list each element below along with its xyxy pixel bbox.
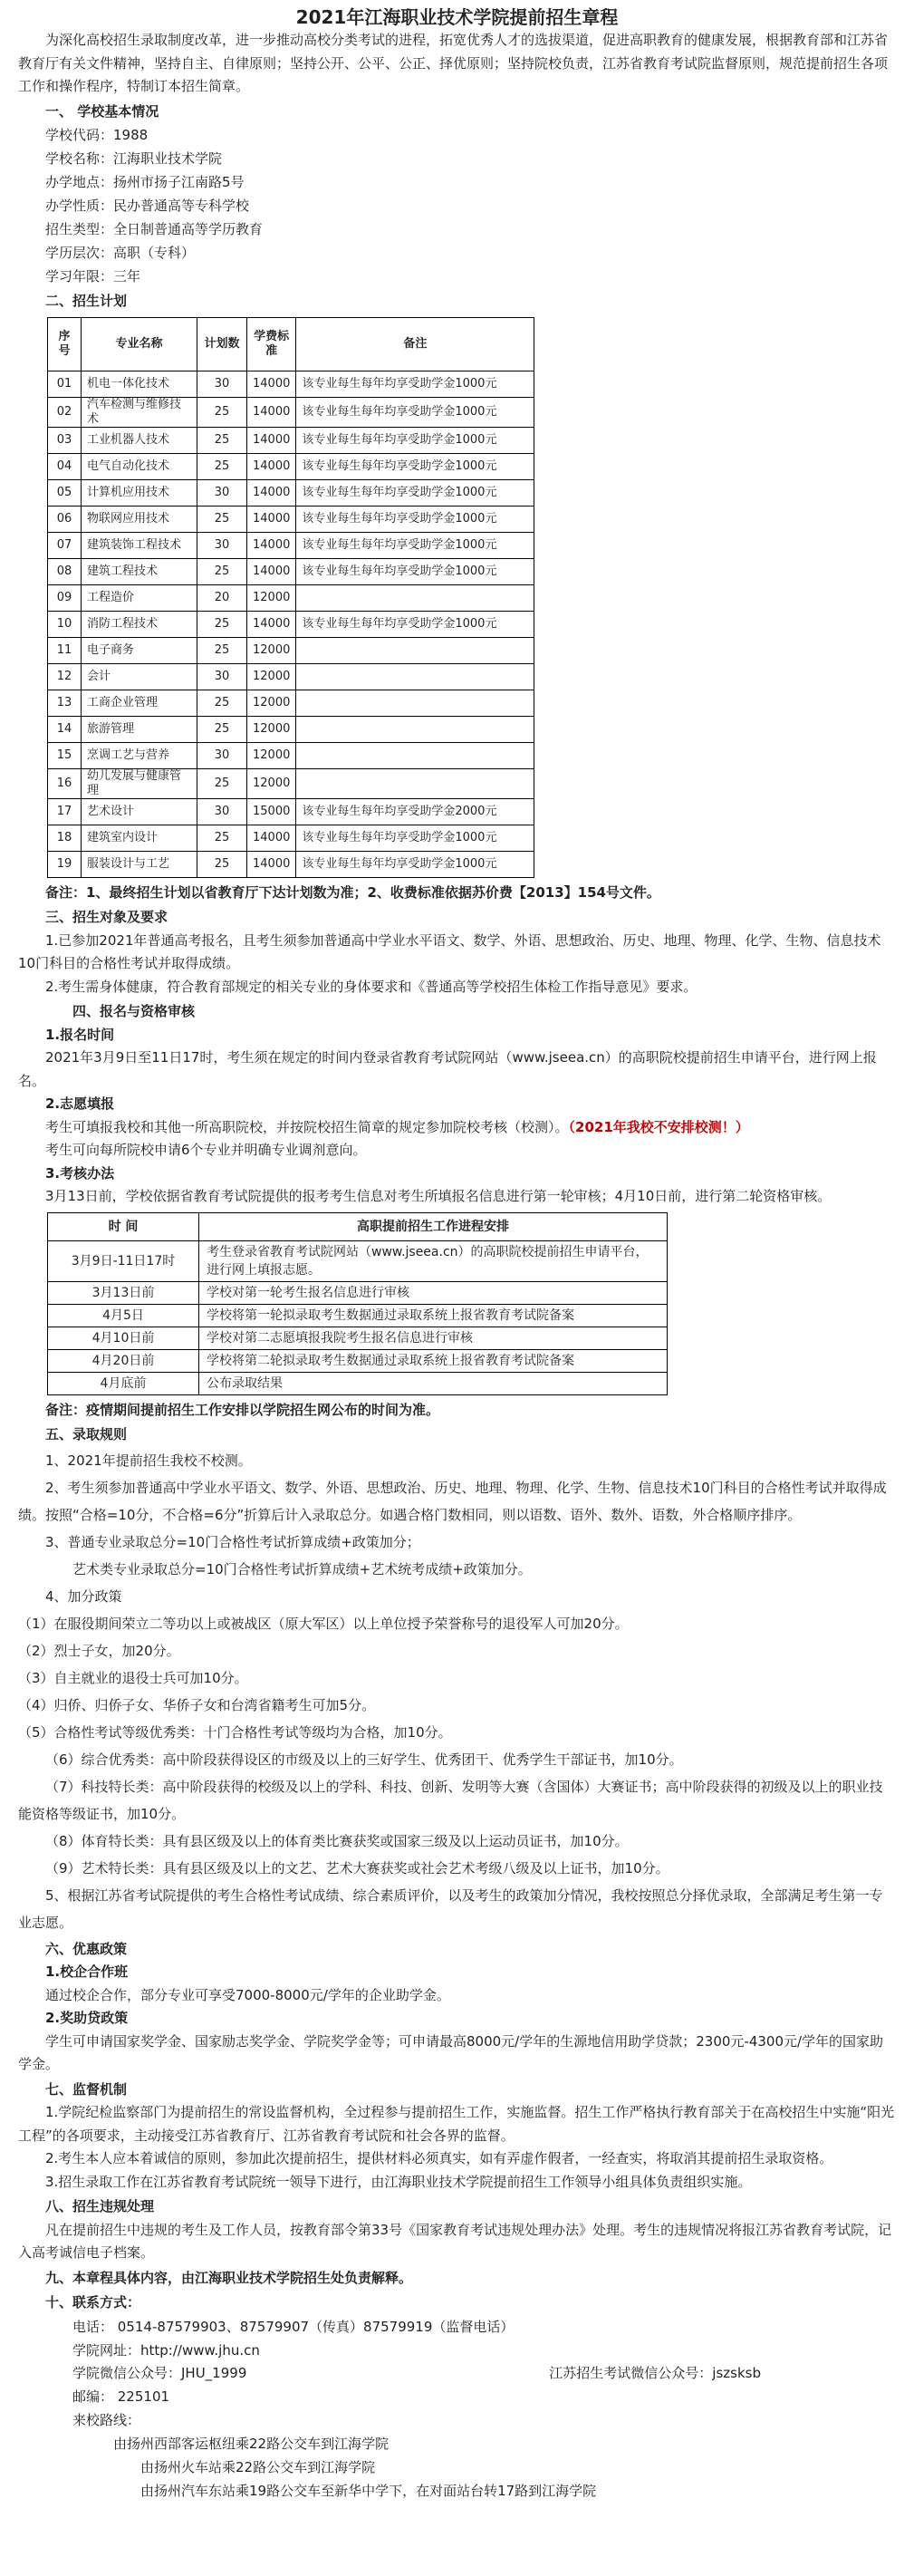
- rule-item: （9）艺术特长类：具有县区级及以上的文艺、艺术大赛获奖或社会艺术考级八级及以上证书，加10分。: [45, 1859, 669, 1877]
- subsection-heading: 1.报名时间: [45, 1026, 115, 1043]
- cell-major: 建筑室内设计: [82, 825, 197, 851]
- header-cell: 序号: [48, 317, 82, 371]
- cell-fee: 14000: [247, 825, 296, 851]
- cell-count: 30: [197, 371, 247, 397]
- table-row: [48, 427, 534, 453]
- table-row: [48, 1281, 668, 1304]
- cell-time: 4月20日前: [48, 1349, 199, 1372]
- header-cell: 计划数: [197, 317, 247, 371]
- table-row: [48, 1372, 668, 1394]
- cell-seq: 05: [48, 479, 82, 506]
- info-line: 学历层次：高职（专科）: [45, 245, 196, 261]
- cell-remark: 该专业每生每年均享受助学金2000元: [296, 798, 534, 825]
- cell-fee: 14000: [247, 453, 296, 479]
- cell-major: 电气自动化技术: [82, 453, 197, 479]
- cell-count: 30: [197, 479, 247, 506]
- cell-count: 25: [197, 851, 247, 877]
- table-row: [48, 716, 534, 742]
- plan-note: 备注：1、最终招生计划以省教育厅下达计划数为准；2、收费标准依据苏价费【2013】154号文件。: [45, 883, 660, 901]
- cell-seq: 10: [48, 611, 82, 637]
- contact-postcode: 邮编： 225101: [72, 2388, 170, 2405]
- table-row: [48, 663, 534, 690]
- admission-rules-list: [18, 1447, 896, 1936]
- cell-fee: 14000: [247, 532, 296, 558]
- cell-major: 电子商务: [82, 637, 197, 663]
- cell-remark: [296, 742, 534, 768]
- route-item: 由扬州汽车东站乘19路公交车至新华中学下，在对面站台转17路到江海学院: [140, 2483, 597, 2499]
- cell-remark: 该专业每生每年均享受助学金1000元: [296, 558, 534, 584]
- table-row: [48, 1349, 668, 1372]
- table-row: [48, 371, 534, 397]
- contact-wechat-exam: 江苏招生考试微信公众号：jszsksb: [549, 2364, 761, 2381]
- table-row: [48, 453, 534, 479]
- cell-count: 25: [197, 558, 247, 584]
- cell-fee: 12000: [247, 584, 296, 611]
- violation-text: 凡在提前招生中违规的考生及工作人员，按教育部令第33号《国家教育考试违规处理办法》处理。考生的违规情况将报江苏省教育考试院，记入高考诚信电子档案。: [18, 2221, 892, 2261]
- cell-count: 25: [197, 690, 247, 716]
- rule-item: （8）体育特长类：具有县区级及以上的体育类比赛获奖或国家三级及以上运动员证书，加10分。: [45, 1832, 629, 1849]
- cell-count: 20: [197, 584, 247, 611]
- cell-fee: 14000: [247, 558, 296, 584]
- supervision-item: 2.考生本人应本着诚信的原则，参加此次提前招生，提供材料必须真实，如有弄虚作假者，一经查实，将取消其提前招生录取资格。: [45, 2150, 833, 2166]
- cell-seq: 17: [48, 798, 82, 825]
- cell-remark: [296, 584, 534, 611]
- cell-major: 消防工程技术: [82, 611, 197, 637]
- cell-count: 25: [197, 611, 247, 637]
- info-line: 招生类型：全日制普通高等学历教育: [45, 221, 264, 237]
- cell-major: 服装设计与工艺: [82, 851, 197, 877]
- route-item: 由扬州西部客运枢纽乘22路公交车到江海学院: [113, 2436, 390, 2452]
- cell-fee: 14000: [247, 479, 296, 506]
- cell-seq: 06: [48, 506, 82, 532]
- cell-event: 学校对第二志愿填报我院考生报名信息进行审核: [199, 1327, 668, 1349]
- header-cell: 高职提前招生工作进程安排: [199, 1212, 668, 1240]
- rule-item: 4、加分政策: [45, 1587, 122, 1605]
- cell-major: 会计: [82, 663, 197, 690]
- cell-time: 4月5日: [48, 1304, 199, 1327]
- cell-seq: 08: [48, 558, 82, 584]
- section-6-heading: 六、优惠政策: [45, 1940, 128, 1957]
- table-row: [48, 506, 534, 532]
- cell-seq: 11: [48, 637, 82, 663]
- cell-seq: 13: [48, 690, 82, 716]
- requirement-item: 1.已参加2021年普通高考报名，且考生须参加普通高中学业水平语文、数学、外语、思想政治、历史、地理、物理、化学、生物、信息技术10门科目的合格性考试并取得成绩。: [18, 931, 881, 971]
- cell-event: 公布录取结果: [199, 1372, 668, 1394]
- cell-major: 机电一体化技术: [82, 371, 197, 397]
- info-line: 学校代码：1988: [45, 127, 149, 143]
- no-exam-notice: （2021年我校不安排校测！）: [568, 1118, 749, 1135]
- table-row: [48, 690, 534, 716]
- cell-seq: 15: [48, 742, 82, 768]
- cell-fee: 14000: [247, 851, 296, 877]
- cell-remark: [296, 716, 534, 742]
- cell-fee: 14000: [247, 427, 296, 453]
- preference-text-main: 考生可填报我校和其他一所高职院校，并按院校招生简章的规定参加院校考核（校测）。: [45, 1118, 569, 1135]
- rule-item: （7）科技特长类：高中阶段获得的校级及以上的学科、科技、创新、发明等大赛（含国体）大赛证书；高中阶段获得的初级及以上的职业技能资格等级证书，加10分。: [18, 1778, 883, 1822]
- rule-item: （3）自主就业的退役士兵可加10分。: [18, 1669, 248, 1686]
- rule-item: （4）归侨、归侨子女、华侨子女和台湾省籍考生可加5分。: [18, 1696, 376, 1713]
- table-row: [48, 825, 534, 851]
- preference-text-2: 考生可向每所院校申请6个专业并明确专业调剂意向。: [45, 1142, 367, 1158]
- assessment-text: 3月13日前，学校依据省教育考试院提供的报考考生信息对考生所填报名信息进行第一轮审核；4月10日前，进行第二轮资格审核。: [45, 1188, 832, 1204]
- cell-remark: 该专业每生每年均享受助学金1000元: [296, 532, 534, 558]
- section-2-heading: 二、招生计划: [45, 293, 128, 309]
- cell-seq: 04: [48, 453, 82, 479]
- cell-remark: 该专业每生每年均享受助学金1000元: [296, 453, 534, 479]
- subsection-heading: 3.考核办法: [45, 1164, 115, 1182]
- cell-remark: 该专业每生每年均享受助学金1000元: [296, 371, 534, 397]
- contact-website[interactable]: 学院网址：http://www.jhu.cn: [72, 2341, 260, 2359]
- cell-count: 25: [197, 825, 247, 851]
- table-row: [48, 798, 534, 825]
- cell-fee: 14000: [247, 506, 296, 532]
- section-4-heading: 四、报名与资格审核: [72, 1003, 196, 1019]
- cell-time: 3月9日-11日17时: [48, 1240, 199, 1281]
- wechat-row: [72, 2362, 761, 2386]
- table-row: [48, 1327, 668, 1349]
- header-cell: 学费标准: [247, 317, 296, 371]
- cell-fee: 12000: [247, 742, 296, 768]
- info-line: 办学地点：扬州市扬子江南路5号: [45, 174, 245, 190]
- cell-count: 25: [197, 453, 247, 479]
- subsection-heading: 2.志愿填报: [45, 1095, 115, 1112]
- cell-seq: 07: [48, 532, 82, 558]
- cell-event: 考生登录省教育考试院网站（www.jseea.cn）的高职院校提前招生申请平台，进行网上填报志愿。: [199, 1240, 668, 1281]
- cell-major: 建筑工程技术: [82, 558, 197, 584]
- cell-major: 艺术设计: [82, 798, 197, 825]
- section-5-heading: 五、录取规则: [45, 1426, 128, 1442]
- supervision-item: 1.学院纪检监察部门为提前招生的常设监督机构，全过程参与提前招生工作，实施监督。招生工作严格执行教育部关于在高校招生中实施“阳光工程”的各项要求，主动接受江苏省教育厅、江苏省教育考试院和社会各界的监督。: [18, 2104, 895, 2144]
- cell-remark: 该专业每生每年均享受助学金1000元: [296, 506, 534, 532]
- cell-major: 旅游管理: [82, 716, 197, 742]
- cell-time: 4月10日前: [48, 1327, 199, 1349]
- cell-seq: 14: [48, 716, 82, 742]
- route-label: 来校路线：: [72, 2412, 141, 2428]
- cell-major: 烹调工艺与营养: [82, 742, 197, 768]
- cell-seq: 19: [48, 851, 82, 877]
- table-row: [48, 742, 534, 768]
- cell-fee: 14000: [247, 397, 296, 427]
- cell-fee: 14000: [247, 371, 296, 397]
- section-9-heading: 九、本章程具体内容，由江海职业技术学院招生处负责解释。: [45, 2269, 413, 2286]
- schedule-note: 备注：疫情期间提前招生工作安排以学院招生网公布的时间为准。: [45, 1401, 440, 1418]
- subsection-heading: 2.奖助贷政策: [45, 2010, 129, 2026]
- school-info-list: [18, 123, 896, 288]
- cell-seq: 02: [48, 397, 82, 427]
- cell-remark: [296, 768, 534, 798]
- cell-remark: 该专业每生每年均享受助学金1000元: [296, 825, 534, 851]
- info-line: 学校名称：江海职业技术学院: [45, 150, 223, 167]
- document-title: 2021年江海职业技术学院提前招生章程: [295, 6, 619, 28]
- cell-seq: 09: [48, 584, 82, 611]
- cell-time: 4月底前: [48, 1372, 199, 1394]
- cell-remark: 该专业每生每年均享受助学金1000元: [296, 851, 534, 877]
- cell-major: 汽车检测与维修技术: [82, 397, 197, 427]
- info-line: 办学性质：民办普通高等专科学校: [45, 198, 250, 214]
- cell-event: 学校对第一轮考生报名信息进行审核: [199, 1281, 668, 1304]
- cell-count: 30: [197, 798, 247, 825]
- cell-remark: [296, 690, 534, 716]
- cooperation-text: 通过校企合作，部分专业可享受7000-8000元/学年的企业助学金。: [45, 1986, 450, 2003]
- contact-wechat: 学院微信公众号：JHU_1999: [72, 2364, 247, 2381]
- cell-fee: 12000: [247, 716, 296, 742]
- cell-count: 25: [197, 716, 247, 742]
- rule-item: （5）合格性考试等级优秀类：十门合格性考试等级均为合格，加10分。: [18, 1723, 452, 1741]
- intro-paragraph: 为深化高校招生录取制度改革，进一步推动高校分类考试的进程，拓宽优秀人才的选拔渠道，促进高职教育的健康发展，根据教育部和江苏省教育厅有关文件精神，坚持自主、自律原则；坚持公开、公平、公正、择优原则；坚持院校负责，江苏省教育考试院监督原则，规范提前招生各项工作和操作程序，特制订本招生简章。: [18, 32, 889, 94]
- header-cell: 备注: [296, 317, 534, 371]
- section-10-heading: 十、联系方式：: [45, 2294, 141, 2311]
- supervision-item: 3.招生录取工作在江苏省教育考试院统一领导下进行，由江海职业技术学院提前招生工作领导小组具体负责组织实施。: [45, 2173, 752, 2190]
- rule-item: （1）在服役期间荣立二等功以上或被战区（原大军区）以上单位授予荣誉称号的退役军人可加20分。: [18, 1615, 629, 1632]
- preference-text: [18, 1116, 896, 1140]
- registration-time-text: 2021年3月9日至11日17时，考生须在规定的时间内登录省教育考试院网站（www.jseea.cn）的高职院校提前招生申请平台，进行网上报名。: [18, 1049, 877, 1089]
- cell-major: 幼儿发展与健康管理: [82, 768, 197, 798]
- cell-remark: 该专业每生每年均享受助学金1000元: [296, 611, 534, 637]
- cell-seq: 01: [48, 371, 82, 397]
- cell-event: 学校将第二轮拟录取考生数据通过录取系统上报省教育考试院备案: [199, 1349, 668, 1372]
- table-row: [48, 851, 534, 877]
- rule-item: 3、普通专业录取总分=10门合格性考试折算成绩+政策加分；: [45, 1533, 420, 1550]
- contact-phone: 电话： 0514-87579903、87579907（传真）87579919（监督电话）: [72, 2318, 515, 2335]
- cell-major: 物联网应用技术: [82, 506, 197, 532]
- cell-remark: 该专业每生每年均享受助学金1000元: [296, 397, 534, 427]
- cell-major: 建筑装饰工程技术: [82, 532, 197, 558]
- cell-time: 3月13日前: [48, 1281, 199, 1304]
- table-row: [48, 584, 534, 611]
- table-row: [48, 637, 534, 663]
- schedule-table: [47, 1212, 668, 1395]
- table-row: [48, 397, 534, 427]
- cell-count: 25: [197, 397, 247, 427]
- table-header-row: [48, 1212, 668, 1240]
- scholarship-text: 学生可申请国家奖学金、国家励志奖学金、学院奖学金等；可申请最高8000元/学年的生源地信用助学贷款；2300元-4300元/学年的国家助学金。: [18, 2032, 884, 2072]
- rule-item: （6）综合优秀类：高中阶段获得设区的市级及以上的三好学生、优秀团干、优秀学生干部证书，加10分。: [45, 1751, 683, 1768]
- cell-major: 计算机应用技术: [82, 479, 197, 506]
- cell-seq: 03: [48, 427, 82, 453]
- cell-count: 30: [197, 742, 247, 768]
- info-line: 学习年限：三年: [45, 268, 141, 285]
- contact-block: [18, 2315, 896, 2504]
- section-7-heading: 七、监督机制: [45, 2080, 128, 2098]
- cell-seq: 18: [48, 825, 82, 851]
- cell-fee: 12000: [247, 690, 296, 716]
- cell-fee: 12000: [247, 637, 296, 663]
- cell-remark: 该专业每生每年均享受助学金1000元: [296, 479, 534, 506]
- cell-remark: 该专业每生每年均享受助学金1000元: [296, 427, 534, 453]
- table-row: [48, 532, 534, 558]
- cell-event: 学校将第一轮拟录取考生数据通过录取系统上报省教育考试院备案: [199, 1304, 668, 1327]
- cell-major: 工业机器人技术: [82, 427, 197, 453]
- cell-remark: [296, 637, 534, 663]
- cell-count: 25: [197, 637, 247, 663]
- cell-count: 25: [197, 506, 247, 532]
- rule-item: 艺术类专业录取总分=10门合格性考试折算成绩+艺术统考成绩+政策加分。: [72, 1560, 532, 1577]
- cell-fee: 12000: [247, 663, 296, 690]
- cell-count: 25: [197, 427, 247, 453]
- route-item: 由扬州火车站乘22路公交车到江海学院: [140, 2459, 376, 2475]
- enrollment-plan-table: [47, 317, 534, 878]
- cell-count: 25: [197, 768, 247, 798]
- table-row: [48, 1304, 668, 1327]
- cell-fee: 14000: [247, 611, 296, 637]
- cell-major: 工商企业管理: [82, 690, 197, 716]
- rule-item: 2、考生须参加普通高中学业水平语文、数学、外语、思想政治、历史、地理、物理、化学、生物、信息技术10门科目的合格性考试并取得成绩。按照“合格=10分，不合格=6分”折算后计入录取总分。如遇合格门数相同，则以语数、语外、数外、语数，外合格顺序排序。: [18, 1479, 887, 1523]
- cell-count: 30: [197, 532, 247, 558]
- cell-count: 30: [197, 663, 247, 690]
- section-1-heading: 一、 学校基本情况: [45, 102, 159, 120]
- cell-fee: 12000: [247, 768, 296, 798]
- table-row: [48, 611, 534, 637]
- section-8-heading: 八、招生违规处理: [45, 2198, 155, 2214]
- header-cell: 时 间: [48, 1212, 199, 1240]
- cell-remark: [296, 663, 534, 690]
- table-row: [48, 479, 534, 506]
- subsection-heading: 1.校企合作班: [45, 1963, 129, 1980]
- rule-item: 1、2021年提前招生我校不校测。: [45, 1452, 252, 1469]
- rule-item: （2）烈士子女，加20分。: [18, 1642, 180, 1659]
- rule-item: 5、根据江苏省考试院提供的考生合格性考试成绩、综合素质评价，以及考生的政策加分情况，我校按照总分择优录取，全部满足考生第一专业志愿。: [18, 1886, 883, 1931]
- cell-fee: 15000: [247, 798, 296, 825]
- cell-seq: 12: [48, 663, 82, 690]
- requirement-item: 2.考生需身体健康，符合教育部规定的相关专业的身体要求和《普通高等学校招生体检工作指导意见》要求。: [45, 978, 698, 995]
- table-header-row: [48, 317, 534, 371]
- section-3-heading: 三、招生对象及要求: [45, 909, 168, 925]
- header-cell: 专业名称: [82, 317, 197, 371]
- cell-seq: 16: [48, 768, 82, 798]
- table-row: [48, 1240, 668, 1281]
- cell-major: 工程造价: [82, 584, 197, 611]
- table-row: [48, 768, 534, 798]
- table-row: [48, 558, 534, 584]
